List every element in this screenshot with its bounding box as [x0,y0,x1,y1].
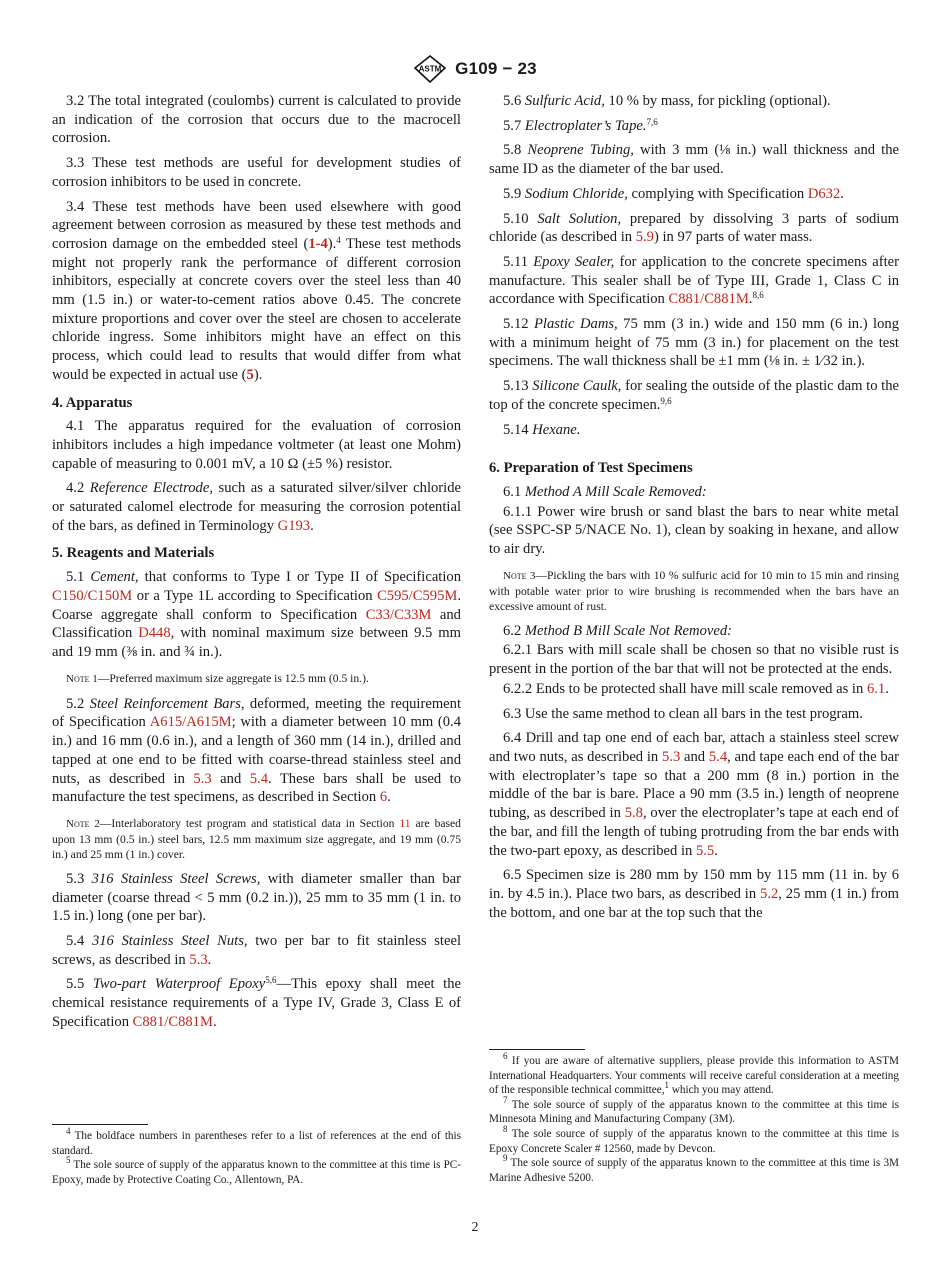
section-link[interactable]: 5.9 [635,229,654,246]
footnote-7: $^7$ The sole source of supply of the apparatus known to the committee at this time is Minnesota Mining and Manufacturing Company (3M). [489,1094,899,1126]
footnote-divider [489,1049,585,1050]
section-5-1: 5.1 Cement, that conforms to Type I or Type II of Specification C150/C150M or a Type 1L according to Specification C595/C595M. Coarse aggregate shall conform to Specification C33/C33M and Classification D448, with nominal maximum size between 9.5 mm and 19 mm (⅜ in. and ¾ in.). [52,569,461,660]
section-3-3: 3.3 These test methods are useful for development studies of corrosion inhibitors to be used in concrete. [52,155,461,190]
standard-link[interactable]: D632 [807,185,841,202]
section-6-2-2: 6.2.2 Ends to be protected shall have mill scale removed as in 6.1. [503,680,889,697]
astm-logo-text: ASTM [418,64,442,74]
footnote-divider [52,1124,148,1125]
section-link[interactable]: 5.2 [760,885,779,902]
footnote-marker: 4 [336,234,341,245]
footnote-marker: 7,6 [646,116,658,127]
section-3-2: 3.2 The total integrated (coulombs) current is calculated to provide an indication of the corrosion that occurs due to the macrocell corrosion. [52,93,461,147]
standard-link[interactable]: C33/C33M [365,606,432,623]
heading-apparatus: 4. Apparatus [52,394,133,411]
section-4-2: 4.2 Reference Electrode, such as a saturated silver/silver chloride or saturated calomel electrode for measuring the corrosion potential of the bars, as defined in Terminology G193. [52,480,461,534]
section-5-4: 5.4 316 Stainless Steel Nuts, two per bar to fit stainless steel screws, as described in 5.3. [52,933,462,968]
section-5-5: 5.5 Two-part Waterproof Epoxy$^{5,6}$—This epoxy shall meet the chemical resistance requirements of a Type IV, Grade 3, Class E of Specification C881/C881M. [52,975,461,1030]
standard-link[interactable]: C881/C881M [132,1013,213,1030]
section-link[interactable]: 6 [379,789,388,806]
section-5-11: 5.11 Epoxy Sealer, for application to the concrete specimens after manufacture. This sealer shall be of Type III, Grade 1, Class C in accordance with Specification C881/C881M.$^{8,6}$ [489,253,899,308]
standard-link[interactable]: A615/A615M [149,714,232,731]
footnote-4: $^4$ The boldface numbers in parentheses refer to a list of references at the end of this standard. [52,1126,461,1157]
right-column [489,92,899,928]
footnote-6: $^6$ If you are aware of alternative suppliers, please provide this information to ASTM International Headquarters. Your comments will receive careful consideration at a meeting of the responsible technical committee,$^1$ which you may attend. [489,1051,899,1097]
section-6-3: 6.3 Use the same method to clean all bars in the test program. [503,705,863,722]
footnotes-left [52,1124,461,1187]
page-number: 2 [471,1220,479,1235]
section-5-13: 5.13 Silicone Caulk, for sealing the outside of the plastic dam to the top of the concrete specimen.$^{9,6}$ [489,378,899,413]
section-5-2: 5.2 Steel Reinforcement Bars, deformed, meeting the requirement of Specification A615/A615M; with a diameter between 10 mm (0.4 in.) and 16 mm (0.6 in.), and a length of 360 mm (14 in.), drilled and tapped at one end to be fitted with coarse-thread stainless steel and nuts, as described in 5.3 and 5.4. These bars shall be used to manufacture the test specimens, as described in Section 6. [52,695,461,806]
section-5-12: 5.12 Plastic Dams, 75 mm (3 in.) wide and 150 mm (6 in.) long with a minimum height of 75 mm (3 in.) for placement on the test specimens. The wall thickness shall be ±1 mm (⅛ in. ± 1⁄32 in.). [489,316,900,370]
left-column [52,92,461,1038]
section-link[interactable]: 5.3 [662,748,681,765]
section-link[interactable]: 5.3 [189,951,208,968]
section-5-9: 5.9 Sodium Chloride, complying with Specification D632. [503,185,844,202]
section-5-10: 5.10 Salt Solution, prepared by dissolving 3 parts of sodium chloride (as described in 5.9) in 97 parts of water mass. [489,210,900,246]
section-link[interactable]: 5.4 [708,748,728,765]
section-5-7: 5.7 Electroplater’s Tape.$^{7,6}$ [503,116,658,134]
standard-link[interactable]: D448 [138,625,171,642]
section-link[interactable]: 5.3 [193,770,212,787]
note-1: Note 1—Preferred maximum size aggregate is 12.5 mm (0.5 in.). [66,671,369,685]
note-2: Note 2—Interlaboratory test program and statistical data in Section 11 are based upon 13 mm (0.5 in.) steel bars, 12.5 mm maximum size aggregate, and 19 mm (0.75 in.) and 25 mm (1 in.) cover. [52,816,461,861]
standard-link[interactable]: G193 [277,517,311,534]
section-4-1: 4.1 The apparatus required for the evaluation of corrosion inhibitors includes a high impedance voltmeter (at least one Mohm) capable of measuring to 0.001 mV, a 10 Ω (±5 %) resistor. [52,418,461,472]
section-link[interactable]: 6.1 [866,680,886,697]
footnote-marker: 9,6 [660,395,672,406]
reference-link[interactable]: 1-4 [308,235,328,252]
page-header [0,52,950,86]
footnote-marker: 8,6 [752,290,764,301]
section-link[interactable]: 5.8 [624,805,643,822]
footnote-marker: 5,6 [265,975,277,986]
reference-link[interactable]: 5 [246,366,254,383]
standard-designation: G109 − 23 [455,59,537,78]
footnotes-right [489,1049,899,1185]
heading-reagents: 5. Reagents and Materials [52,545,215,562]
standard-link[interactable]: C881/C881M [668,291,749,308]
footnote-5: $^5$ The sole source of supply of the apparatus known to the committee at this time is PC-Epoxy, made by Protective Coating Co., Allentown, PA. [52,1155,461,1186]
section-6-5: 6.5 Specimen size is 280 mm by 150 mm by 115 mm (11 in. by 6 in. by 4.5 in.). Place two bars, as described in 5.2, 25 mm (1 in.) from the bottom, and one bar at the top such that the [489,867,899,921]
section-3-4: 3.4 These test methods have been used elsewhere with good agreement between corrosion as measured by these test methods and corrosion damage on the embedded steel (1-4).$^4$ These test methods might not properly rank the performance of different corrosion inhibitors, especially at concrete covers over the steel less than 40 mm (1.5 in.) or water-to-cement ratios above 0.45. The concrete mixture proportions and cover over the steel are chosen to accelerate chloride ingress. Some inhibitors might have an effect on this process, which could lead to results that would differ from what would be expected in actual use (5). [52,198,462,383]
heading-preparation: 6. Preparation of Test Specimens [489,460,693,477]
section-6-2: 6.2 Method B Mill Scale Not Removed: [503,622,732,639]
section-6-1-1: 6.1.1 Power wire brush or sand blast the bars to near white metal (see SSPC-SP 5/NACE No. 1), clean by soaking in hexane, and allow to air dry. [489,503,899,558]
standard-link[interactable]: C150/C150M [52,587,133,604]
section-6-4: 6.4 Drill and tap one end of each bar, attach a stainless steel screw and two nuts, as described in 5.3 and 5.4, and tape each end of the bar with electroplater’s tape so that a 200 mm (8 in.) portion in the middle of the bar is bare. Place a 90 mm (3.5 in.) length of neoprene tubing, as described in 5.8, over the electroplater’s tape at each end of the bar, and fill the length of tubing protruding from the bar ends with the two-part epoxy, as described in 5.5. [489,730,899,859]
section-link[interactable]: 5.4 [249,770,268,787]
footnote-9: $^9$ The sole source of supply of the apparatus known to the committee at this time is 3M Marine Adhesive 5200. [489,1153,899,1184]
section-5-6: 5.6 Sulfuric Acid, 10 % by mass, for pickling (optional). [503,93,831,109]
section-link[interactable]: 5.5 [695,842,715,859]
section-5-3: 5.3 316 Stainless Steel Screws, with diameter smaller than bar diameter (coarse thread < 5 mm (0.2 in.)), 25 mm to 35 mm (1 in. to 1.5 in.) long (one per bar). [52,870,461,925]
footnote-8: $^8$ The sole source of supply of the apparatus known to the committee at this time is Epoxy Concrete Scaler # 12560, made by Devcon. [489,1123,899,1155]
standard-link[interactable]: C595/C595M [377,587,458,604]
section-6-2-1: 6.2.1 Bars with mill scale shall be chosen so that no visible rust is present in the portion of the bar that will not be protected at the ends. [489,642,899,678]
section-link[interactable]: 11 [399,816,411,830]
note-3: Note 3—Pickling the bars with 10 % sulfuric acid for 10 min to 15 min and rinsing with potable water prior to wire brushing is recommended when the bars have an excessive amount of rust. [489,568,899,613]
astm-logo-icon [413,54,447,84]
section-5-14: 5.14 Hexane. [503,421,581,438]
section-5-8: 5.8 Neoprene Tubing, with 3 mm (⅛ in.) wall thickness and the same ID as the diameter of the bar used. [489,142,899,178]
section-6-1: 6.1 Method A Mill Scale Removed: [503,483,707,500]
